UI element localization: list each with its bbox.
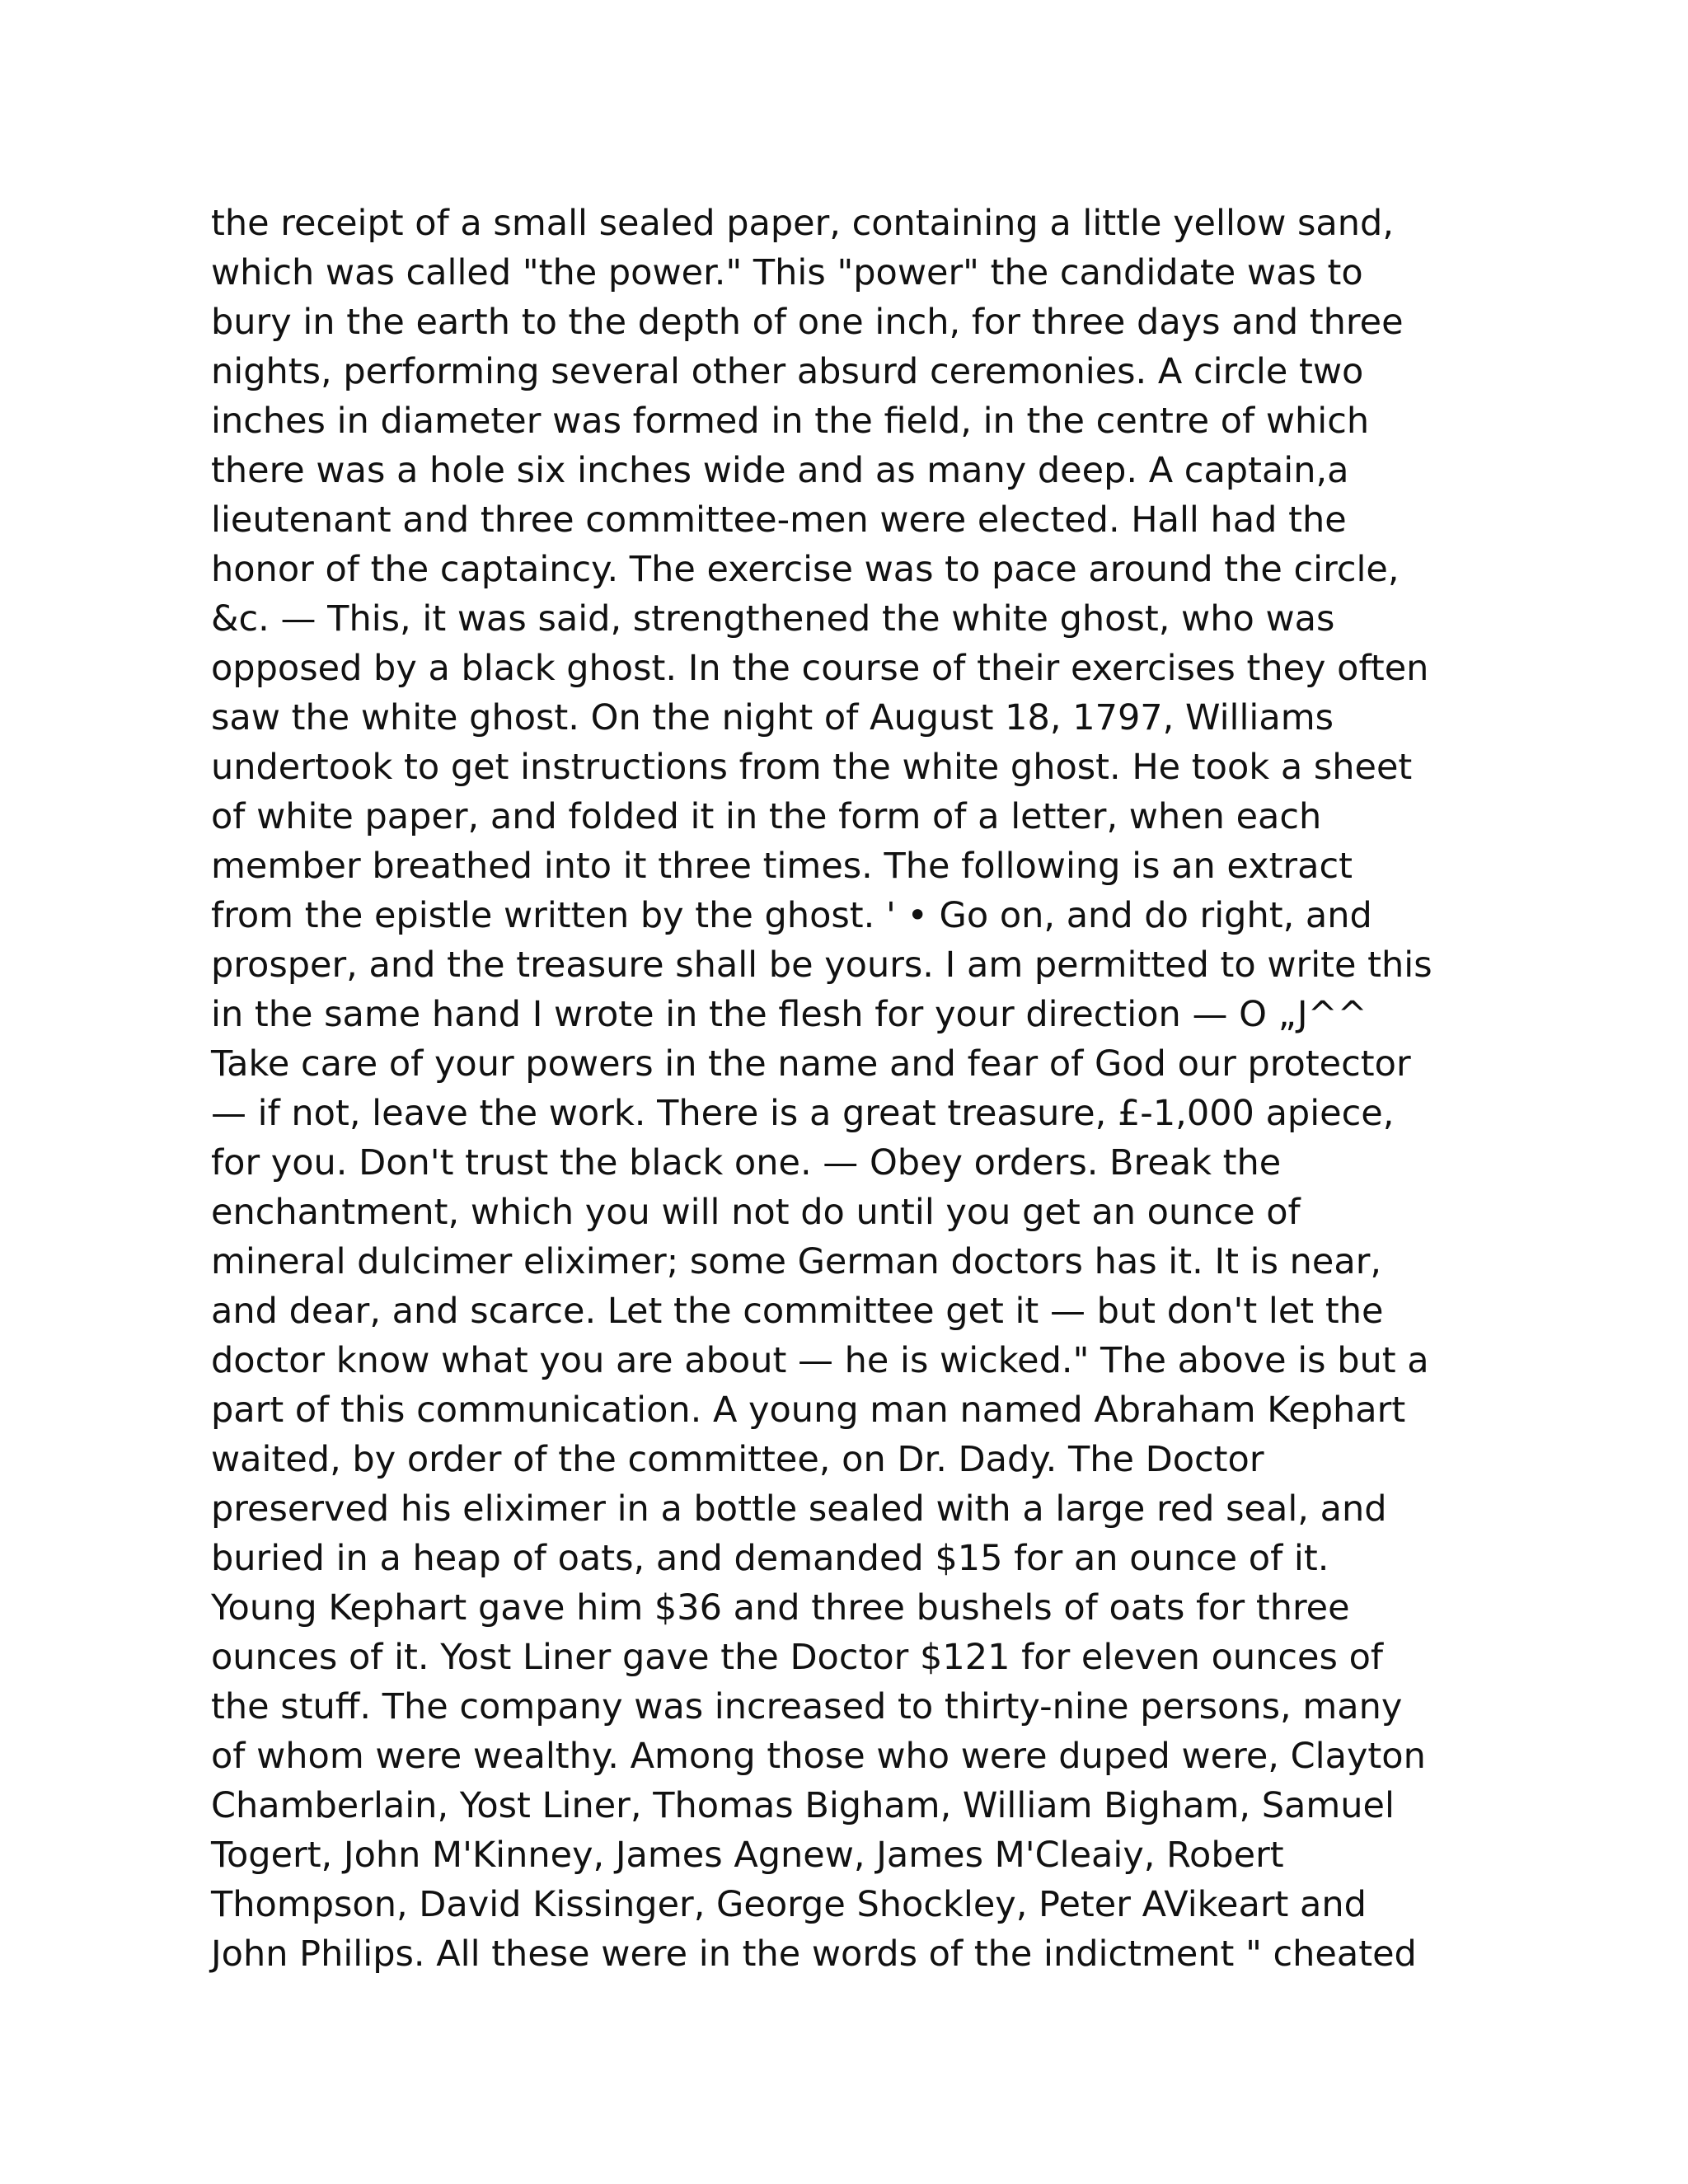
text-line: Young Kephart gave him $36 and three bushels of oats for three — [211, 1587, 1350, 1629]
text-line: part of this communication. A young man named Abraham Kephart — [211, 1390, 1406, 1431]
text-line: doctor know what you are about — he is wicked." The above is but a — [211, 1340, 1429, 1381]
text-line: prosper, and the treasure shall be yours. I am permitted to write this — [211, 944, 1432, 986]
text-line: preserved his eliximer in a bottle sealed with a large red seal, and — [211, 1488, 1387, 1530]
text-line: of whom were wealthy. Among those who were duped were, Clayton — [211, 1736, 1426, 1777]
text-line: enchantment, which you will not do until you get an ounce of — [211, 1192, 1301, 1233]
text-line: saw the white ghost. On the night of August 18, 1797, Williams — [211, 697, 1334, 738]
text-line: — if not, leave the work. There is a great treasure, £-1,000 apiece, — [211, 1093, 1395, 1134]
text-line: in the same hand I wrote in the flesh for your direction — O „J^^ — [211, 994, 1367, 1035]
text-line: and dear, and scarce. Let the committee get it — but don't let the — [211, 1291, 1384, 1332]
text-line: nights, performing several other absurd ceremonies. A circle two — [211, 351, 1364, 392]
text-line: from the epistle written by the ghost. ' • Go on, and do right, and — [211, 895, 1372, 936]
text-line: bury in the earth to the depth of one inch, for three days and three — [211, 302, 1404, 343]
text-line: ounces of it. Yost Liner gave the Doctor $121 for eleven ounces of — [211, 1637, 1384, 1678]
text-line: inches in diameter was formed in the field, in the centre of which — [211, 401, 1370, 442]
text-line: of white paper, and folded it in the form of a letter, when each — [211, 796, 1322, 837]
text-line: for you. Don't trust the black one. — Obey orders. Break the — [211, 1142, 1282, 1183]
text-line: the stuff. The company was increased to thirty-nine persons, many — [211, 1686, 1403, 1727]
text-line: waited, by order of the committee, on Dr. Dady. The Doctor — [211, 1439, 1264, 1480]
text-line: John Philips. All these were in the words of the indictment " cheated — [211, 1933, 1417, 1975]
text-line: undertook to get instructions from the white ghost. He took a sheet — [211, 747, 1413, 788]
text-line: there was a hole six inches wide and as many deep. A captain,a — [211, 450, 1349, 491]
text-line: Chamberlain, Yost Liner, Thomas Bigham, William Bigham, Samuel — [211, 1785, 1395, 1826]
text-line: which was called "the power." This "power" the candidate was to — [211, 252, 1363, 293]
text-line: Thompson, David Kissinger, George Shockley, Peter AVikeart and — [211, 1884, 1367, 1925]
text-line: buried in a heap of oats, and demanded $15 for an ounce of it. — [211, 1538, 1329, 1579]
text-line: the receipt of a small sealed paper, containing a little yellow sand, — [211, 203, 1394, 244]
text-line: member breathed into it three times. The following is an extract — [211, 846, 1353, 887]
text-line: honor of the captaincy. The exercise was to pace around the circle, — [211, 549, 1400, 590]
text-line: Take care of your powers in the name and fear of God our protector — [211, 1043, 1411, 1085]
text-line: lieutenant and three committee-men were elected. Hall had the — [211, 499, 1347, 541]
text-line: mineral dulcimer eliximer; some German doctors has it. It is near, — [211, 1241, 1382, 1282]
text-line: Togert, John M'Kinney, James Agnew, James M'Cleaiy, Robert — [211, 1835, 1284, 1876]
body-text — [211, 199, 1497, 1979]
text-line: &c. — This, it was said, strengthened the white ghost, who was — [211, 598, 1335, 640]
text-line: opposed by a black ghost. In the course of their exercises they often — [211, 648, 1429, 689]
